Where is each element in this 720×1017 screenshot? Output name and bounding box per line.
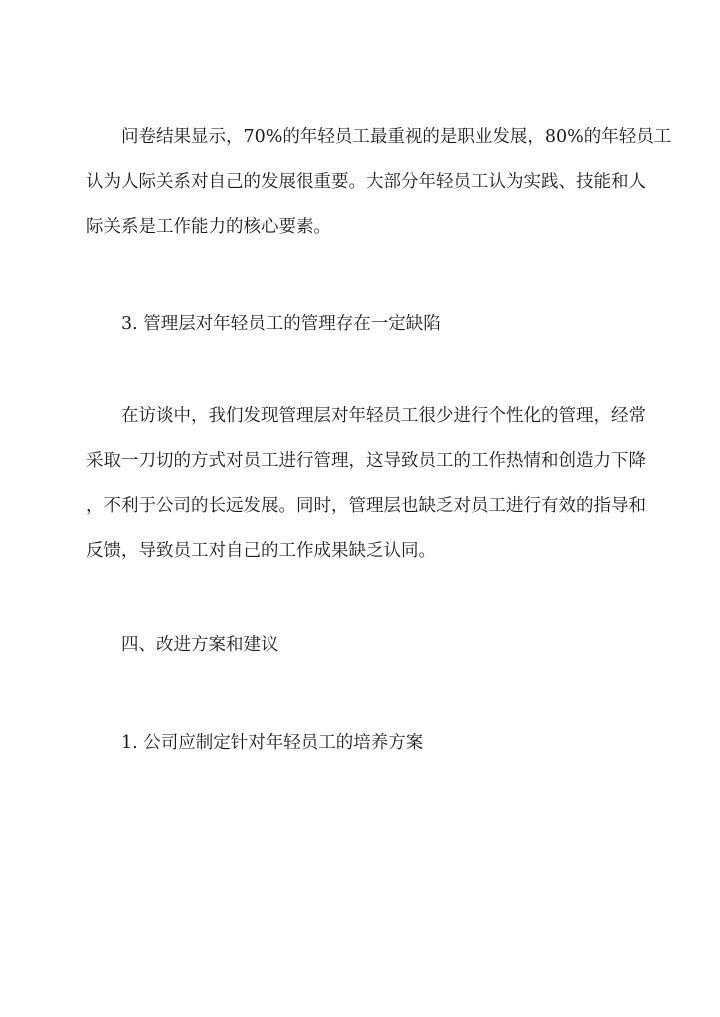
paragraph-survey-results — [86, 115, 672, 250]
paragraph-line: 问卷结果显示，70%的年轻员工最重视的是职业发展，80%的年轻员工 — [121, 127, 672, 147]
paragraph-line: 认为人际关系对自己的发展很重要。大部分年轻员工认为实践、技能和人 — [86, 172, 646, 192]
paragraph-line: ，不利于公司的长远发展。同时，管理层也缺乏对员工进行有效的指导和 — [86, 496, 646, 516]
paragraph-interview-findings — [86, 394, 646, 574]
paragraph-line: 反馈，导致员工对自己的工作成果缺乏认同。 — [86, 541, 436, 561]
section-heading-3: 3. 管理层对年轻员工的管理存在一定缺陷 — [121, 314, 441, 334]
paragraph-line: 在访谈中，我们发现管理层对年轻员工很少进行个性化的管理，经常 — [121, 406, 646, 426]
paragraph-line: 采取一刀切的方式对员工进行管理，这导致员工的工作热情和创造力下降 — [86, 451, 646, 471]
chapter-heading-4: 四、改进方案和建议 — [121, 635, 279, 655]
paragraph-line: 际关系是工作能力的核心要素。 — [86, 217, 331, 237]
subsection-heading-1: 1. 公司应制定针对年轻员工的培养方案 — [121, 733, 424, 753]
